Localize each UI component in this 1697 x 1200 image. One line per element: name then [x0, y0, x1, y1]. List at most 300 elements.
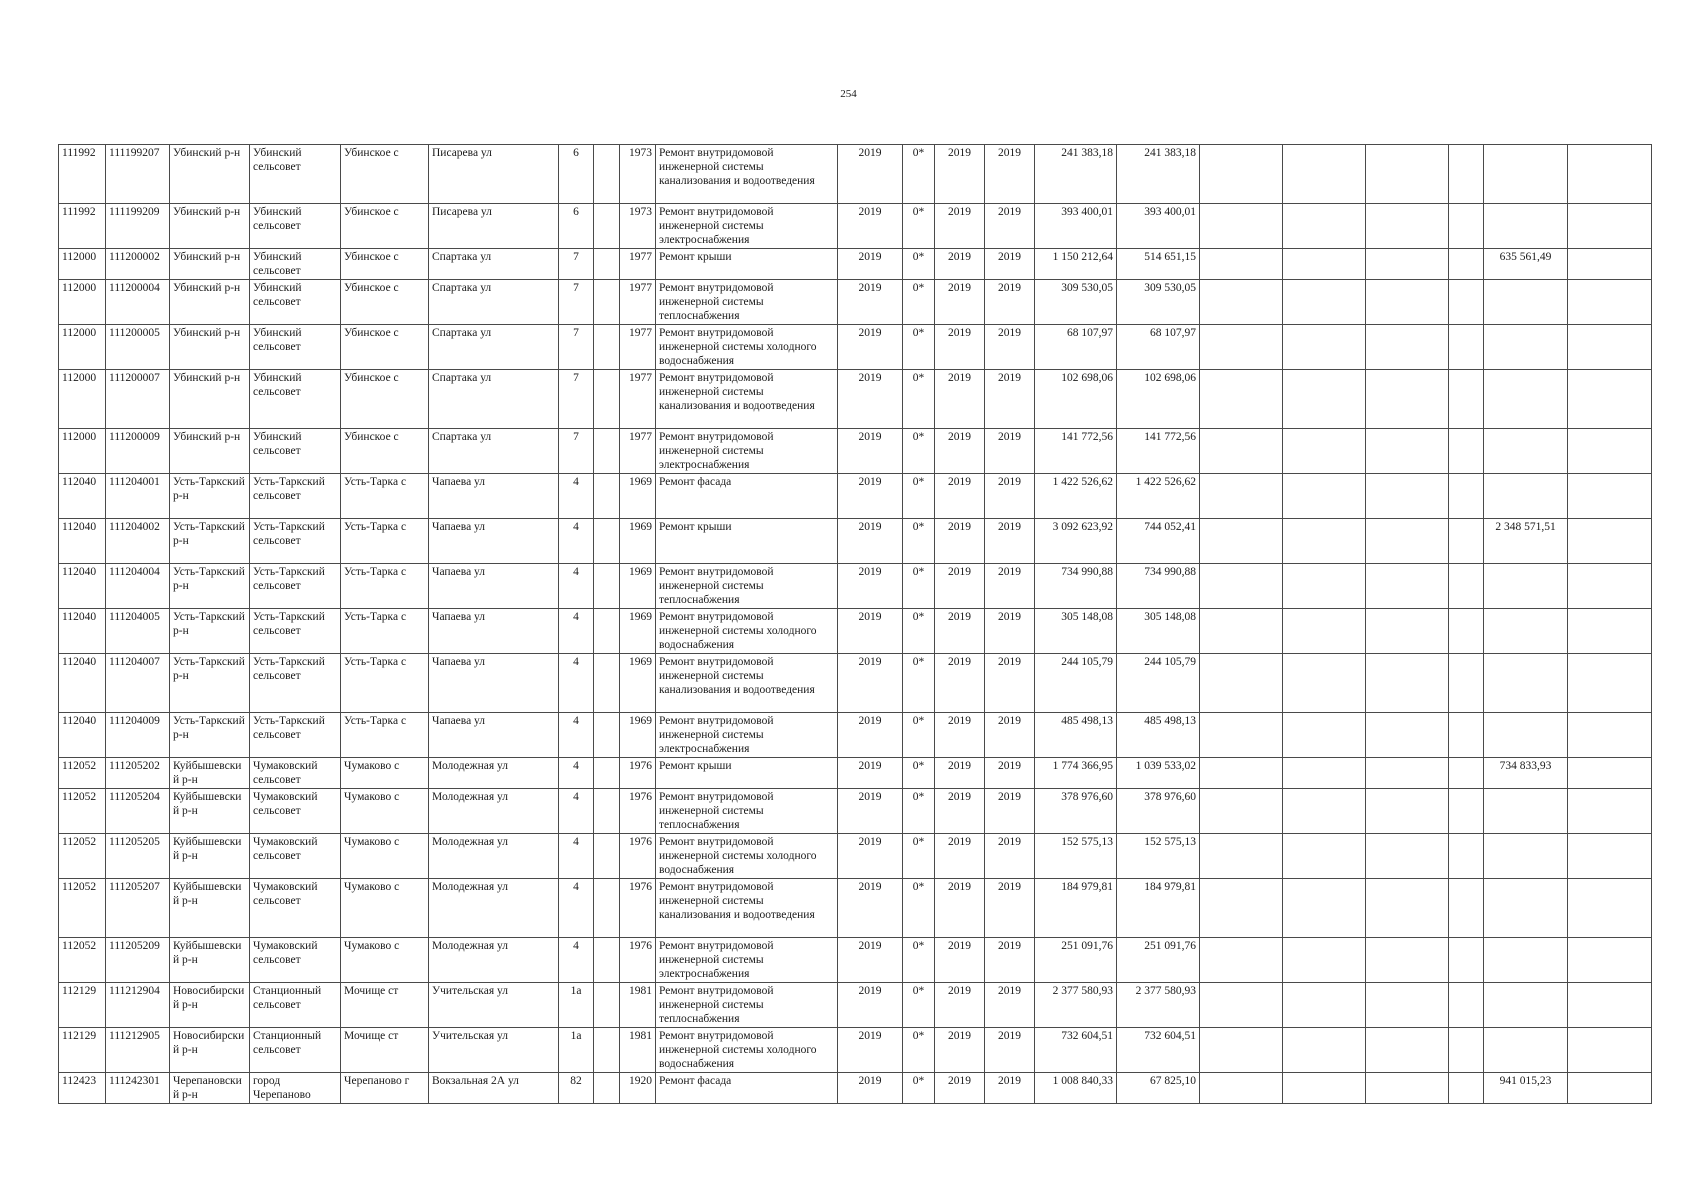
table-row	[59, 1028, 1652, 1073]
cell-cost-col-20	[1449, 834, 1484, 879]
cell-start-year: 2019	[935, 429, 985, 474]
cell-plan-year: 2019	[838, 204, 903, 249]
cell-flag: 0*	[903, 834, 935, 879]
cell-building	[594, 145, 620, 204]
cell-total-cost: 141 772,56	[1035, 429, 1117, 474]
cell-cost-col-19	[1366, 879, 1449, 938]
cell-cost-col-17	[1200, 145, 1283, 204]
cell-work-code: 111242301	[106, 1073, 170, 1104]
cell-cost-fund: 485 498,13	[1117, 713, 1200, 758]
cell-year-built: 1920	[620, 1073, 656, 1104]
cell-cost-col-19	[1366, 370, 1449, 429]
cell-work-type: Ремонт внутридомовой инженерной системы холодного водоснабжения	[656, 834, 838, 879]
cell-cost-fund: 152 575,13	[1117, 834, 1200, 879]
cell-settlement: Убинское с	[341, 204, 429, 249]
cell-council: Убинский сельсовет	[250, 429, 341, 474]
cell-street: Учительская ул	[429, 1028, 559, 1073]
table-row	[59, 429, 1652, 474]
cell-year-built: 1977	[620, 280, 656, 325]
cell-work-code: 111200009	[106, 429, 170, 474]
cell-district: Убинский р-н	[170, 370, 250, 429]
cell-cost-fund: 141 772,56	[1117, 429, 1200, 474]
cell-start-year: 2019	[935, 1073, 985, 1104]
cell-work-type: Ремонт внутридомовой инженерной системы холодного водоснабжения	[656, 1028, 838, 1073]
cell-work-code: 111204009	[106, 713, 170, 758]
cell-cost-col-18	[1283, 429, 1366, 474]
cell-cost-col-18	[1283, 325, 1366, 370]
cell-work-type: Ремонт крыши	[656, 758, 838, 789]
cell-cost-fund: 393 400,01	[1117, 204, 1200, 249]
cell-cost-col-19	[1366, 1028, 1449, 1073]
cell-cost-col-20	[1449, 1073, 1484, 1104]
cell-plan-year: 2019	[838, 280, 903, 325]
cell-council: Усть-Таркский сельсовет	[250, 474, 341, 519]
cell-cost-col-19	[1366, 280, 1449, 325]
cell-cost-col-18	[1283, 879, 1366, 938]
cell-cost-col-21	[1484, 938, 1568, 983]
cell-street: Молодежная ул	[429, 879, 559, 938]
cell-plan-year: 2019	[838, 370, 903, 429]
cell-house-number: 7	[559, 280, 594, 325]
cell-work-code: 111205205	[106, 834, 170, 879]
cell-district: Куйбышевский р-н	[170, 938, 250, 983]
cell-start-year: 2019	[935, 713, 985, 758]
cell-work-type: Ремонт внутридомовой инженерной системы канализования и водоотведения	[656, 654, 838, 713]
cell-cost-col-20	[1449, 145, 1484, 204]
cell-plan-year: 2019	[838, 1028, 903, 1073]
cell-cost-col-19	[1366, 983, 1449, 1028]
table-row	[59, 654, 1652, 713]
cell-house-number: 4	[559, 654, 594, 713]
cell-end-year: 2019	[985, 789, 1035, 834]
cell-work-type: Ремонт внутридомовой инженерной системы электроснабжения	[656, 204, 838, 249]
cell-start-year: 2019	[935, 879, 985, 938]
cell-end-year: 2019	[985, 713, 1035, 758]
cell-start-year: 2019	[935, 519, 985, 564]
cell-object-code: 112052	[59, 938, 106, 983]
cell-cost-fund: 744 052,41	[1117, 519, 1200, 564]
cell-street: Спартака ул	[429, 370, 559, 429]
table-row	[59, 519, 1652, 564]
table-row	[59, 204, 1652, 249]
cell-council: Станционный сельсовет	[250, 1028, 341, 1073]
cell-work-type: Ремонт внутридомовой инженерной системы электроснабжения	[656, 713, 838, 758]
cell-settlement: Чумаково с	[341, 879, 429, 938]
cell-house-number: 4	[559, 834, 594, 879]
cell-cost-col-18	[1283, 758, 1366, 789]
cell-total-cost: 734 990,88	[1035, 564, 1117, 609]
cell-object-code: 112129	[59, 1028, 106, 1073]
cell-house-number: 4	[559, 713, 594, 758]
cell-building	[594, 564, 620, 609]
cell-cost-col-20	[1449, 429, 1484, 474]
cell-year-built: 1977	[620, 325, 656, 370]
cell-work-type: Ремонт крыши	[656, 249, 838, 280]
cell-street: Спартака ул	[429, 280, 559, 325]
cell-cost-col-18	[1283, 983, 1366, 1028]
cell-end-year: 2019	[985, 654, 1035, 713]
cell-building	[594, 325, 620, 370]
cell-settlement: Усть-Тарка с	[341, 609, 429, 654]
cell-work-type: Ремонт фасада	[656, 474, 838, 519]
cell-cost-col-21	[1484, 1028, 1568, 1073]
cell-year-built: 1977	[620, 370, 656, 429]
cell-cost-col-19	[1366, 429, 1449, 474]
cell-end-year: 2019	[985, 938, 1035, 983]
cell-cost-col-17	[1200, 983, 1283, 1028]
cell-cost-col-18	[1283, 370, 1366, 429]
cell-building	[594, 938, 620, 983]
cell-cost-col-17	[1200, 429, 1283, 474]
cell-council: Усть-Таркский сельсовет	[250, 519, 341, 564]
cell-building	[594, 204, 620, 249]
cell-street: Молодежная ул	[429, 938, 559, 983]
cell-total-cost: 152 575,13	[1035, 834, 1117, 879]
cell-flag: 0*	[903, 325, 935, 370]
cell-district: Убинский р-н	[170, 280, 250, 325]
cell-object-code: 112000	[59, 325, 106, 370]
cell-total-cost: 102 698,06	[1035, 370, 1117, 429]
cell-cost-col-19	[1366, 654, 1449, 713]
cell-cost-col-19	[1366, 325, 1449, 370]
cell-work-code: 111204004	[106, 564, 170, 609]
cell-start-year: 2019	[935, 1028, 985, 1073]
cell-object-code: 112040	[59, 654, 106, 713]
cell-object-code: 112000	[59, 249, 106, 280]
cell-plan-year: 2019	[838, 145, 903, 204]
cell-work-type: Ремонт внутридомовой инженерной системы канализования и водоотведения	[656, 145, 838, 204]
cell-house-number: 1а	[559, 1028, 594, 1073]
cell-settlement: Усть-Тарка с	[341, 519, 429, 564]
cell-council: Чумаковский сельсовет	[250, 789, 341, 834]
cell-work-code: 111204002	[106, 519, 170, 564]
cell-cost-fund: 2 377 580,93	[1117, 983, 1200, 1028]
cell-start-year: 2019	[935, 204, 985, 249]
cell-work-code: 111205202	[106, 758, 170, 789]
repair-schedule-table	[58, 144, 1652, 1104]
cell-house-number: 4	[559, 564, 594, 609]
cell-cost-col-22	[1568, 938, 1652, 983]
cell-cost-col-17	[1200, 325, 1283, 370]
cell-end-year: 2019	[985, 474, 1035, 519]
cell-total-cost: 1 422 526,62	[1035, 474, 1117, 519]
cell-work-type: Ремонт внутридомовой инженерной системы холодного водоснабжения	[656, 609, 838, 654]
cell-street: Чапаева ул	[429, 564, 559, 609]
table-row	[59, 1073, 1652, 1104]
cell-cost-col-17	[1200, 713, 1283, 758]
cell-council: Убинский сельсовет	[250, 145, 341, 204]
cell-cost-col-18	[1283, 713, 1366, 758]
cell-year-built: 1976	[620, 938, 656, 983]
cell-house-number: 4	[559, 758, 594, 789]
cell-work-code: 111205207	[106, 879, 170, 938]
cell-building	[594, 519, 620, 564]
cell-year-built: 1981	[620, 1028, 656, 1073]
cell-cost-col-19	[1366, 1073, 1449, 1104]
cell-start-year: 2019	[935, 280, 985, 325]
cell-cost-col-19	[1366, 938, 1449, 983]
table-row	[59, 713, 1652, 758]
cell-cost-col-19	[1366, 145, 1449, 204]
cell-start-year: 2019	[935, 983, 985, 1028]
cell-building	[594, 789, 620, 834]
cell-year-built: 1977	[620, 429, 656, 474]
cell-end-year: 2019	[985, 564, 1035, 609]
cell-work-code: 111200005	[106, 325, 170, 370]
cell-plan-year: 2019	[838, 879, 903, 938]
table-row	[59, 758, 1652, 789]
cell-building	[594, 280, 620, 325]
cell-cost-col-17	[1200, 1073, 1283, 1104]
cell-cost-col-22	[1568, 609, 1652, 654]
cell-building	[594, 429, 620, 474]
cell-street: Спартака ул	[429, 429, 559, 474]
cell-settlement: Усть-Тарка с	[341, 564, 429, 609]
cell-total-cost: 241 383,18	[1035, 145, 1117, 204]
cell-street: Молодежная ул	[429, 758, 559, 789]
cell-cost-fund: 1 039 533,02	[1117, 758, 1200, 789]
cell-council: Усть-Таркский сельсовет	[250, 654, 341, 713]
cell-end-year: 2019	[985, 1028, 1035, 1073]
cell-cost-col-17	[1200, 519, 1283, 564]
cell-cost-col-19	[1366, 249, 1449, 280]
cell-cost-fund: 305 148,08	[1117, 609, 1200, 654]
cell-house-number: 4	[559, 879, 594, 938]
cell-cost-col-20	[1449, 249, 1484, 280]
cell-settlement: Усть-Тарка с	[341, 654, 429, 713]
cell-plan-year: 2019	[838, 249, 903, 280]
cell-building	[594, 654, 620, 713]
cell-council: Убинский сельсовет	[250, 280, 341, 325]
cell-district: Усть-Таркский р-н	[170, 474, 250, 519]
table-row	[59, 789, 1652, 834]
cell-cost-col-17	[1200, 834, 1283, 879]
cell-cost-col-18	[1283, 789, 1366, 834]
cell-end-year: 2019	[985, 429, 1035, 474]
cell-object-code: 112000	[59, 280, 106, 325]
cell-cost-col-17	[1200, 879, 1283, 938]
cell-cost-col-21: 635 561,49	[1484, 249, 1568, 280]
cell-total-cost: 485 498,13	[1035, 713, 1117, 758]
cell-street: Писарева ул	[429, 145, 559, 204]
cell-district: Усть-Таркский р-н	[170, 713, 250, 758]
cell-year-built: 1969	[620, 474, 656, 519]
cell-settlement: Мочище ст	[341, 1028, 429, 1073]
cell-settlement: Усть-Тарка с	[341, 713, 429, 758]
cell-object-code: 112040	[59, 564, 106, 609]
cell-settlement: Чумаково с	[341, 834, 429, 879]
cell-council: город Черепаново	[250, 1073, 341, 1104]
cell-cost-col-20	[1449, 564, 1484, 609]
cell-cost-col-17	[1200, 609, 1283, 654]
cell-work-type: Ремонт внутридомовой инженерной системы холодного водоснабжения	[656, 325, 838, 370]
cell-house-number: 7	[559, 325, 594, 370]
cell-year-built: 1973	[620, 145, 656, 204]
cell-cost-col-21	[1484, 474, 1568, 519]
cell-settlement: Мочище ст	[341, 983, 429, 1028]
cell-cost-col-21	[1484, 713, 1568, 758]
cell-cost-col-20	[1449, 983, 1484, 1028]
cell-district: Убинский р-н	[170, 249, 250, 280]
cell-settlement: Убинское с	[341, 249, 429, 280]
cell-cost-fund: 67 825,10	[1117, 1073, 1200, 1104]
table-row	[59, 474, 1652, 519]
cell-cost-col-18	[1283, 1073, 1366, 1104]
cell-cost-col-22	[1568, 564, 1652, 609]
cell-cost-col-21	[1484, 145, 1568, 204]
cell-total-cost: 244 105,79	[1035, 654, 1117, 713]
cell-house-number: 6	[559, 204, 594, 249]
cell-work-type: Ремонт внутридомовой инженерной системы канализования и водоотведения	[656, 370, 838, 429]
cell-total-cost: 1 150 212,64	[1035, 249, 1117, 280]
cell-plan-year: 2019	[838, 519, 903, 564]
cell-district: Куйбышевский р-н	[170, 834, 250, 879]
cell-cost-col-19	[1366, 609, 1449, 654]
cell-work-type: Ремонт внутридомовой инженерной системы теплоснабжения	[656, 789, 838, 834]
cell-cost-col-20	[1449, 879, 1484, 938]
cell-work-type: Ремонт внутридомовой инженерной системы канализования и водоотведения	[656, 879, 838, 938]
cell-total-cost: 309 530,05	[1035, 280, 1117, 325]
cell-building	[594, 879, 620, 938]
cell-object-code: 112000	[59, 370, 106, 429]
cell-cost-col-17	[1200, 789, 1283, 834]
cell-cost-col-20	[1449, 758, 1484, 789]
cell-cost-col-20	[1449, 519, 1484, 564]
cell-flag: 0*	[903, 280, 935, 325]
cell-cost-col-22	[1568, 713, 1652, 758]
cell-end-year: 2019	[985, 879, 1035, 938]
cell-year-built: 1976	[620, 758, 656, 789]
cell-plan-year: 2019	[838, 474, 903, 519]
cell-district: Новосибирский р-н	[170, 983, 250, 1028]
cell-flag: 0*	[903, 609, 935, 654]
cell-year-built: 1976	[620, 834, 656, 879]
cell-cost-col-21	[1484, 564, 1568, 609]
cell-end-year: 2019	[985, 370, 1035, 429]
cell-building	[594, 713, 620, 758]
cell-flag: 0*	[903, 713, 935, 758]
cell-house-number: 6	[559, 145, 594, 204]
cell-year-built: 1969	[620, 654, 656, 713]
cell-cost-fund: 244 105,79	[1117, 654, 1200, 713]
cell-district: Усть-Таркский р-н	[170, 654, 250, 713]
cell-flag: 0*	[903, 519, 935, 564]
cell-cost-col-18	[1283, 609, 1366, 654]
cell-flag: 0*	[903, 145, 935, 204]
cell-start-year: 2019	[935, 654, 985, 713]
cell-council: Чумаковский сельсовет	[250, 758, 341, 789]
cell-cost-col-18	[1283, 564, 1366, 609]
cell-cost-col-21	[1484, 834, 1568, 879]
cell-council: Убинский сельсовет	[250, 325, 341, 370]
cell-cost-col-17	[1200, 370, 1283, 429]
cell-cost-col-22	[1568, 1073, 1652, 1104]
cell-end-year: 2019	[985, 758, 1035, 789]
table-body	[59, 145, 1652, 1104]
cell-cost-col-18	[1283, 280, 1366, 325]
cell-council: Чумаковский сельсовет	[250, 938, 341, 983]
table-row	[59, 609, 1652, 654]
cell-cost-fund: 309 530,05	[1117, 280, 1200, 325]
cell-cost-col-22	[1568, 1028, 1652, 1073]
cell-council: Усть-Таркский сельсовет	[250, 609, 341, 654]
cell-cost-col-17	[1200, 249, 1283, 280]
cell-street: Учительская ул	[429, 983, 559, 1028]
cell-cost-col-21	[1484, 609, 1568, 654]
cell-cost-fund: 241 383,18	[1117, 145, 1200, 204]
cell-end-year: 2019	[985, 204, 1035, 249]
table-row	[59, 145, 1652, 204]
cell-cost-fund: 68 107,97	[1117, 325, 1200, 370]
cell-total-cost: 3 092 623,92	[1035, 519, 1117, 564]
cell-work-code: 111212905	[106, 1028, 170, 1073]
cell-cost-col-17	[1200, 204, 1283, 249]
cell-cost-col-20	[1449, 609, 1484, 654]
cell-cost-col-22	[1568, 145, 1652, 204]
cell-work-code: 111212904	[106, 983, 170, 1028]
cell-total-cost: 732 604,51	[1035, 1028, 1117, 1073]
cell-settlement: Убинское с	[341, 280, 429, 325]
cell-building	[594, 1028, 620, 1073]
cell-council: Усть-Таркский сельсовет	[250, 713, 341, 758]
cell-total-cost: 1 008 840,33	[1035, 1073, 1117, 1104]
cell-house-number: 7	[559, 429, 594, 474]
cell-district: Убинский р-н	[170, 145, 250, 204]
cell-cost-col-20	[1449, 938, 1484, 983]
cell-house-number: 4	[559, 519, 594, 564]
cell-start-year: 2019	[935, 938, 985, 983]
cell-flag: 0*	[903, 758, 935, 789]
cell-cost-fund: 732 604,51	[1117, 1028, 1200, 1073]
cell-settlement: Убинское с	[341, 325, 429, 370]
cell-plan-year: 2019	[838, 654, 903, 713]
cell-plan-year: 2019	[838, 789, 903, 834]
cell-work-type: Ремонт внутридомовой инженерной системы электроснабжения	[656, 938, 838, 983]
cell-start-year: 2019	[935, 474, 985, 519]
cell-cost-col-18	[1283, 145, 1366, 204]
cell-cost-col-22	[1568, 370, 1652, 429]
cell-cost-col-21	[1484, 789, 1568, 834]
cell-end-year: 2019	[985, 834, 1035, 879]
cell-district: Куйбышевский р-н	[170, 789, 250, 834]
cell-work-type: Ремонт внутридомовой инженерной системы теплоснабжения	[656, 564, 838, 609]
cell-plan-year: 2019	[838, 834, 903, 879]
cell-work-code: 111204007	[106, 654, 170, 713]
cell-building	[594, 474, 620, 519]
cell-cost-fund: 184 979,81	[1117, 879, 1200, 938]
cell-house-number: 4	[559, 938, 594, 983]
cell-object-code: 112040	[59, 474, 106, 519]
cell-building	[594, 609, 620, 654]
table-row	[59, 249, 1652, 280]
cell-cost-col-21	[1484, 429, 1568, 474]
cell-street: Чапаева ул	[429, 609, 559, 654]
cell-cost-col-22	[1568, 758, 1652, 789]
cell-object-code: 112052	[59, 834, 106, 879]
cell-work-code: 111200004	[106, 280, 170, 325]
cell-start-year: 2019	[935, 758, 985, 789]
cell-work-type: Ремонт фасада	[656, 1073, 838, 1104]
page-number: 254	[840, 88, 857, 100]
cell-cost-col-19	[1366, 758, 1449, 789]
cell-work-code: 111200002	[106, 249, 170, 280]
cell-settlement: Убинское с	[341, 145, 429, 204]
cell-flag: 0*	[903, 370, 935, 429]
cell-district: Куйбышевский р-н	[170, 758, 250, 789]
cell-cost-col-18	[1283, 834, 1366, 879]
cell-flag: 0*	[903, 1028, 935, 1073]
cell-start-year: 2019	[935, 609, 985, 654]
